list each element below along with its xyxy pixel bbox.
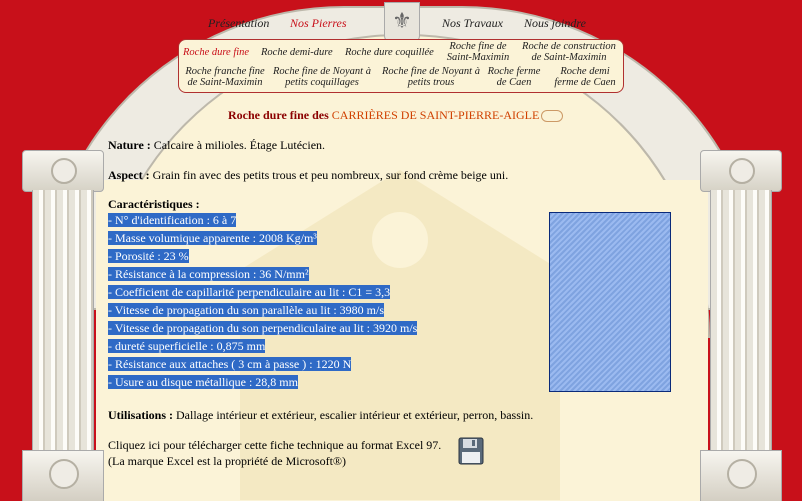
- submenu-roche-fine-noyant-coquillages[interactable]: Roche fine de Noyant à petits coquillages: [273, 66, 371, 88]
- aspect-label: Aspect :: [108, 168, 150, 182]
- left-column: [22, 150, 102, 501]
- characteristics-label: Caractéristiques :: [108, 197, 200, 211]
- nav-nous-joindre[interactable]: Nous joindre: [524, 16, 586, 30]
- floppy-disk-icon[interactable]: [458, 437, 484, 465]
- stone-sample-image: [549, 212, 671, 392]
- submenu-roche-franche-fine[interactable]: Roche franche fine de Saint-Maximin: [185, 66, 265, 88]
- fleur-de-lis-icon: ⚜: [384, 2, 420, 42]
- stone-submenu: [178, 39, 624, 93]
- submenu-roche-ferme-caen[interactable]: Roche ferme de Caen: [487, 66, 541, 88]
- spec-item: - Porosité : 23 %: [108, 249, 189, 263]
- spec-item: - Usure au disque métallique : 28,8 mm: [108, 375, 298, 389]
- spec-item: - Vitesse de propagation du son parallèle au lit : 3980 m/s: [108, 303, 384, 317]
- download-link[interactable]: Cliquez ici pour télécharger cette fiche technique au format Excel 97.: [108, 438, 442, 452]
- aspect-line: [108, 168, 508, 183]
- submenu-roche-dure-coquillee[interactable]: Roche dure coquillée: [345, 47, 434, 58]
- utilisations-line: [108, 408, 533, 423]
- spec-item: - Masse volumique apparente : 2008 Kg/m³: [108, 231, 317, 245]
- submenu-roche-fine-noyant-trous[interactable]: Roche fine de Noyant à petits trous: [382, 66, 480, 88]
- nature-line: [108, 138, 325, 153]
- top-navigation: [196, 14, 616, 32]
- right-column: [700, 150, 780, 501]
- spec-item: - Vitesse de propagation du son perpendiculaire au lit : 3920 m/s: [108, 321, 418, 335]
- quarry-name: CARRIÈRES DE SAINT-PIERRE-AIGLE: [331, 108, 540, 122]
- utilisations-value: Dallage intérieur et extérieur, escalier intérieur et extérieur, perron, bassin.: [173, 408, 534, 422]
- aspect-value: Grain fin avec des petits trous et peu nombreux, sur fond crème beige uni.: [149, 168, 509, 182]
- nav-nos-travaux[interactable]: Nos Travaux: [442, 16, 504, 30]
- spec-item: - dureté superficielle : 0,875 mm: [108, 339, 266, 353]
- spec-item: - Résistance à la compression : 36 N/mm²: [108, 267, 309, 281]
- download-note: (La marque Excel est la propriété de Microsoft®): [108, 454, 347, 468]
- utilisations-label: Utilisations :: [108, 408, 174, 422]
- nature-value: Calcaire à milioles. Étage Lutécien.: [150, 138, 326, 152]
- page-title: Roche dure fine des CARRIÈRES DE SAINT-PIERRE-AIGLE: [228, 108, 563, 123]
- submenu-roche-construction-saint-maximin[interactable]: Roche de construction de Saint-Maximin: [522, 41, 616, 63]
- submenu-roche-demi-dure[interactable]: Roche demi-dure: [261, 47, 333, 58]
- spec-item: - Résistance aux attaches ( 3 cm à passe ) : 1220 N: [108, 357, 352, 371]
- characteristics-list: [108, 212, 448, 389]
- spec-item: - Coefficient de capillarité perpendiculaire au lit : C1 = 3,3: [108, 285, 391, 299]
- nav-nos-pierres[interactable]: Nos Pierres: [290, 16, 347, 30]
- submenu-roche-demi-ferme-caen[interactable]: Roche demi ferme de Caen: [554, 66, 616, 88]
- nature-label: Nature :: [108, 138, 151, 152]
- submenu-roche-dure-fine[interactable]: Roche dure fine: [183, 47, 250, 58]
- nav-presentation[interactable]: Présentation: [208, 16, 270, 30]
- spec-item: - N° d'identification : 6 à 7: [108, 213, 237, 227]
- pill-icon: [541, 110, 563, 122]
- submenu-roche-fine-saint-maximin[interactable]: Roche fine de Saint-Maximin: [446, 41, 510, 63]
